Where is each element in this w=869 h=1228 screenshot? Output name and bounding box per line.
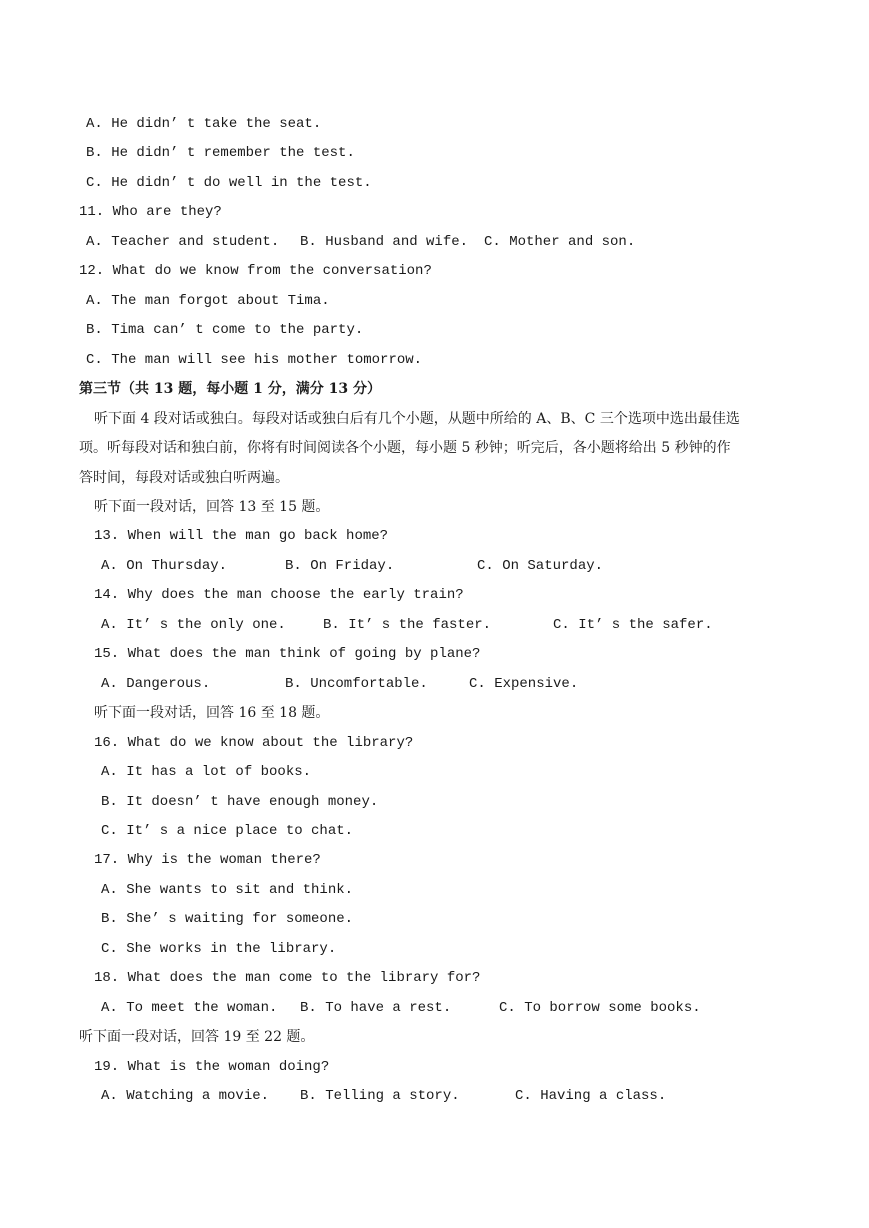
q15-option-b: B. Uncomfortable. (285, 676, 428, 692)
q10-option-b: B. He didn’ t remember the test. (86, 145, 355, 161)
q17-option-c: C. She works in the library. (101, 941, 337, 957)
q16-question: 16. What do we know about the library? (94, 735, 414, 751)
q17-option-b: B. She’ s waiting for someone. (101, 911, 354, 927)
q17-option-a: A. She wants to sit and think. (101, 882, 354, 898)
q10-option-c: C. He didn’ t do well in the test. (86, 175, 372, 191)
q16-option-c: C. It’ s a nice place to chat. (101, 823, 354, 839)
group-intro-16-18: 听下面一段对话，回答 16 至 18 题。 (94, 705, 330, 721)
q15-question: 15. What does the man think of going by plane? (94, 646, 481, 662)
q14-option-b: B. It’ s the faster. (323, 617, 492, 633)
q12-question: 12. What do we know from the conversation? (79, 263, 432, 279)
group-intro-13-15: 听下面一段对话，回答 13 至 15 题。 (94, 499, 330, 515)
q12-option-c: C. The man will see his mother tomorrow. (86, 352, 423, 368)
q11-question: 11. Who are they? (79, 204, 222, 220)
q13-option-c: C. On Saturday. (477, 558, 604, 574)
group-intro-19-22: 听下面一段对话，回答 19 至 22 题。 (79, 1029, 315, 1045)
q11-option-c: C. Mother and son. (484, 234, 636, 250)
section-heading: 第三节（共 13 题，每小题 1 分，满分 13 分） (79, 381, 381, 397)
q16-option-a: A. It has a lot of books. (101, 764, 312, 780)
q14-question: 14. Why does the man choose the early train? (94, 587, 464, 603)
section-instructions-line1: 听下面 4 段对话或独白。每段对话或独白后有几个小题，从题中所给的 A、B、C 三个选项中选出最佳选 (94, 411, 740, 427)
q19-option-b: B. Telling a story. (300, 1088, 460, 1104)
q13-option-a: A. On Thursday. (101, 558, 228, 574)
q13-option-b: B. On Friday. (285, 558, 395, 574)
q11-option-b: B. Husband and wife. (300, 234, 469, 250)
q14-option-c: C. It’ s the safer. (553, 617, 713, 633)
q17-question: 17. Why is the woman there? (94, 852, 321, 868)
q15-option-a: A. Dangerous. (101, 676, 211, 692)
q12-option-b: B. Tima can’ t come to the party. (86, 322, 364, 338)
q13-question: 13. When will the man go back home? (94, 528, 389, 544)
q19-option-a: A. Watching a movie. (101, 1088, 270, 1104)
q19-question: 19. What is the woman doing? (94, 1059, 330, 1075)
q15-option-c: C. Expensive. (469, 676, 579, 692)
section-instructions-line3: 答时间，每段对话或独白听两遍。 (79, 470, 289, 486)
q11-option-a: A. Teacher and student. (86, 234, 280, 250)
section-instructions-line2: 项。听每段对话和独白前，你将有时间阅读各个小题，每小题 5 秒钟；听完后，各小题将给出 5 秒钟的作 (79, 440, 731, 456)
q14-option-a: A. It’ s the only one. (101, 617, 286, 633)
q16-option-b: B. It doesn’ t have enough money. (101, 794, 379, 810)
q18-option-a: A. To meet the woman. (101, 1000, 278, 1016)
q18-option-c: C. To borrow some books. (499, 1000, 701, 1016)
q18-option-b: B. To have a rest. (300, 1000, 452, 1016)
q19-option-c: C. Having a class. (515, 1088, 667, 1104)
q18-question: 18. What does the man come to the library for? (94, 970, 481, 986)
q10-option-a: A. He didn’ t take the seat. (86, 116, 322, 132)
q12-option-a: A. The man forgot about Tima. (86, 293, 330, 309)
